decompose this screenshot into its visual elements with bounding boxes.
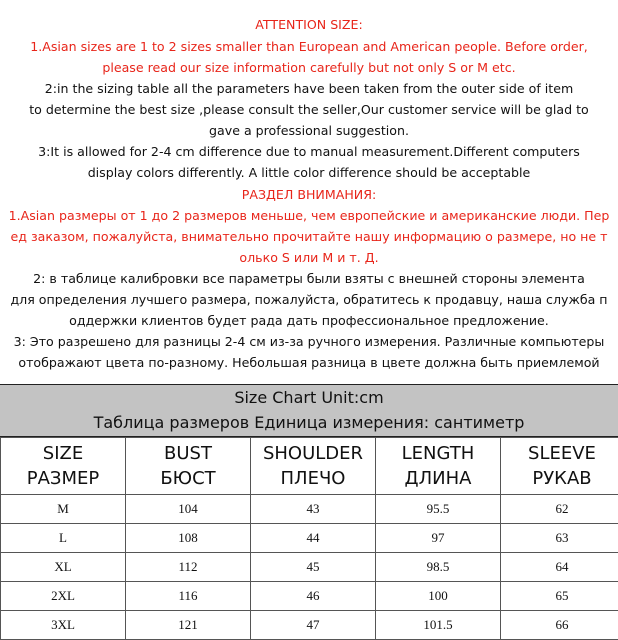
notice-line: please read our size information carefully but not only S or M etc.: [102, 60, 516, 75]
cell-sleeve: 62: [501, 495, 618, 524]
cell-bust: 121: [126, 611, 251, 640]
notice-line: РАЗДЕЛ ВНИМАНИЯ:: [241, 187, 377, 202]
size-chart: [0, 384, 618, 640]
cell-length: 100: [376, 582, 501, 611]
cell-bust: 116: [126, 582, 251, 611]
table-row: [1, 524, 618, 553]
cell-shoulder: 45: [251, 553, 376, 582]
column-header-shoulder: SHOULDER ПЛЕЧО: [251, 438, 376, 495]
notice-line: оддержки клиентов будет рада дать профессиональное предложение.: [69, 313, 549, 328]
notice-line: 3: Это разрешено для разницы 2-4 см из-за ручного измерения. Различные компьютеры: [13, 334, 605, 349]
table-row: [1, 553, 618, 582]
table-row: [1, 582, 618, 611]
notice-line: ATTENTION SIZE:: [255, 17, 363, 32]
cell-size: L: [1, 524, 126, 553]
notice-line: to determine the best size ,please consult the seller,Our customer service will be glad to: [29, 102, 589, 117]
cell-sleeve: 66: [501, 611, 618, 640]
notice-line: display colors differently. A little color difference should be acceptable: [87, 165, 531, 180]
cell-bust: 108: [126, 524, 251, 553]
cell-sleeve: 64: [501, 553, 618, 582]
table-header-row: [1, 438, 618, 495]
cell-length: 95.5: [376, 495, 501, 524]
cell-shoulder: 47: [251, 611, 376, 640]
notice-line: для определения лучшего размера, пожалуйста, обратитесь к продавцу, наша служба п: [10, 292, 608, 307]
column-header-bust: BUST БЮСТ: [126, 438, 251, 495]
notice-line: отображают цвета по-разному. Небольшая разница в цвете должна быть приемлемой: [18, 355, 600, 370]
table-row: [1, 495, 618, 524]
cell-size: 2XL: [1, 582, 126, 611]
notice-line: олько S или M и т. Д.: [239, 250, 379, 265]
cell-shoulder: 43: [251, 495, 376, 524]
size-chart-title: Size Chart Unit:cm: [234, 388, 384, 407]
size-chart-header: [0, 384, 618, 437]
size-chart-title-ru: Таблица размеров Единица измерения: сантиметр: [93, 413, 525, 432]
notice-line: ед заказом, пожалуйста, внимательно прочитайте нашу информацию о размере, но не т: [10, 229, 608, 244]
cell-length: 98.5: [376, 553, 501, 582]
notice-line: 1.Asian sizes are 1 to 2 sizes smaller than European and American people. Before order,: [30, 39, 588, 54]
cell-bust: 104: [126, 495, 251, 524]
cell-length: 97: [376, 524, 501, 553]
size-table: [0, 437, 618, 640]
cell-sleeve: 63: [501, 524, 618, 553]
column-header-size: SIZE РАЗМЕР: [1, 438, 126, 495]
column-header-sleeve: SLEEVE РУКАВ: [501, 438, 618, 495]
notice-line: 2:in the sizing table all the parameters have been taken from the outer side of item: [44, 81, 574, 96]
cell-shoulder: 46: [251, 582, 376, 611]
notice-line: gave a professional suggestion.: [209, 123, 409, 138]
notice-line: 3:It is allowed for 2-4 cm difference due to manual measurement.Different computers: [38, 144, 580, 159]
cell-shoulder: 44: [251, 524, 376, 553]
cell-size: XL: [1, 553, 126, 582]
cell-bust: 112: [126, 553, 251, 582]
notice-line: 2: в таблице калибровки все параметры были взяты с внешней стороны элемента: [33, 271, 585, 286]
cell-size: 3XL: [1, 611, 126, 640]
notice-line: 1.Asian размеры от 1 до 2 размеров меньше, чем европейские и американские люди. Пер: [8, 208, 610, 223]
cell-size: M: [1, 495, 126, 524]
column-header-length: LENGTH ДЛИНА: [376, 438, 501, 495]
table-row: [1, 611, 618, 640]
cell-sleeve: 65: [501, 582, 618, 611]
cell-length: 101.5: [376, 611, 501, 640]
